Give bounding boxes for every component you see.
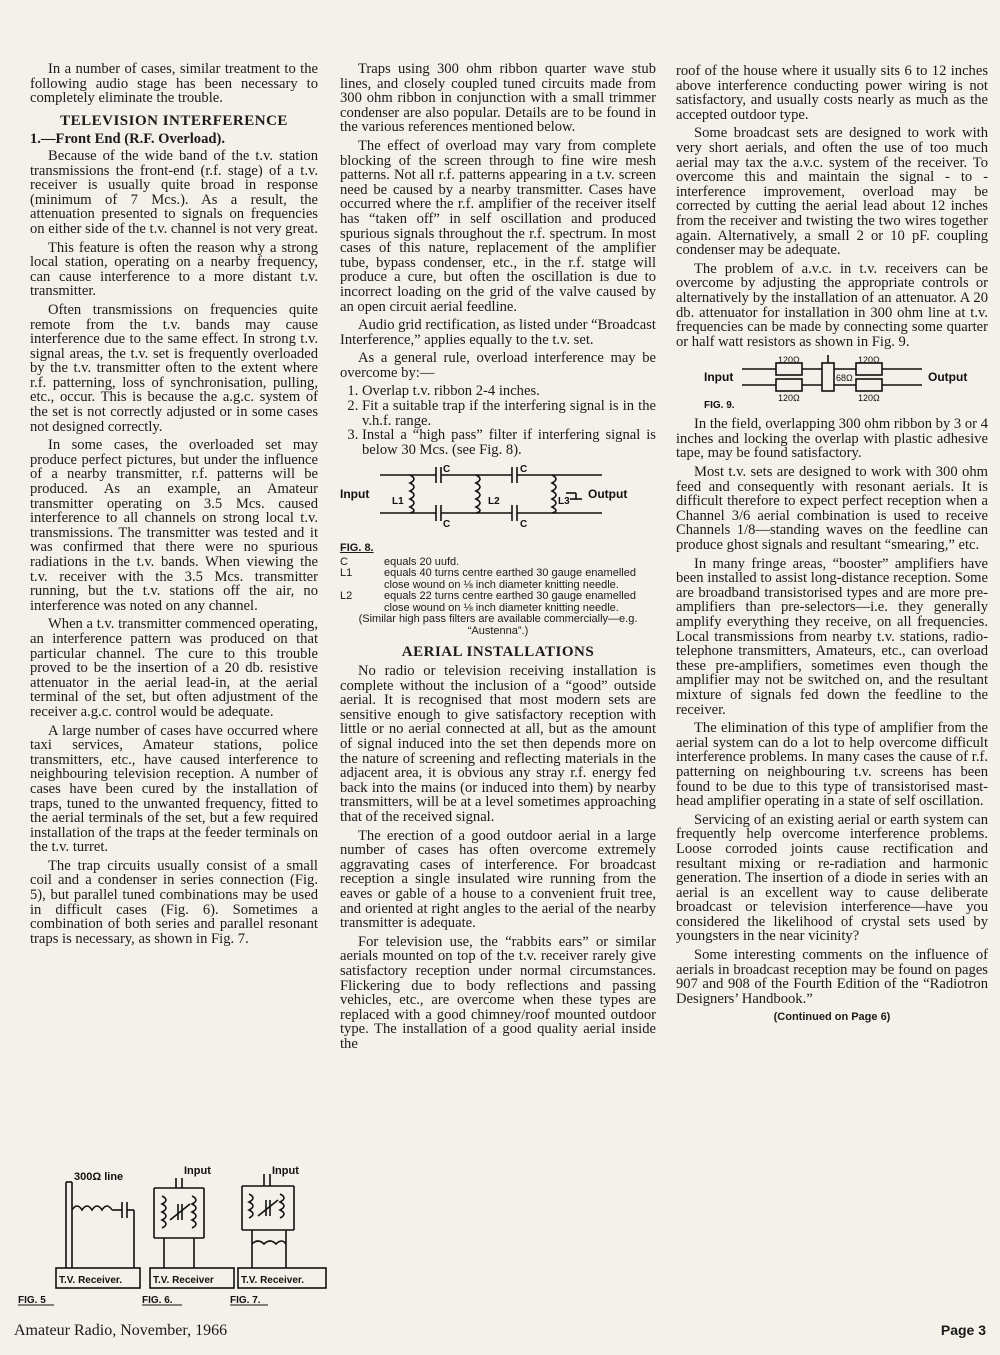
fig7-input-label: Input [272, 1165, 299, 1177]
fig8-input-label: Input [340, 487, 370, 502]
paragraph: A large number of cases have occurred where taxi services, Amateur stations, police transmitters, etc., have caused interference to neighbouring television reception. A number of cases have been cured by the installation of traps, tuned to the unwanted frequency, fitted to the aerial terminals of the set, but a few required installation of the traps at the feeder terminals on the t.v. turret. [30, 722, 318, 856]
fig8-c-label: C [443, 519, 451, 531]
fig8-spec-label: L1 [340, 567, 353, 580]
fig6-circuit [150, 1178, 234, 1288]
fig5-circuit [56, 1182, 140, 1288]
paragraph: Traps using 300 ohm ribbon quarter wave stub lines, and closely coupled tuned circuits made from 300 ohm ribbon in conjunction with a small trimmer condenser are also popular. Details are to be found in the various references mentioned below. [340, 61, 656, 136]
fig5-line-label: 300Ω line [74, 1171, 124, 1183]
paragraph: Because of the wide band of the t.v. station transmissions the front-end (r.f. stage) of a t.v. receiver is usually quite broad in response (minimum of 7 Mcs.). As a result, the attenuation presented to signals on frequencies on either side of the t.v. channel is not very great. [30, 147, 318, 237]
paragraph: In some cases, the overloaded set may produce perfect pictures, but under the influence of a nearby transmitter, r.f. patterns will be produced. As an example, an Amateur transmitter operating on 3.5 Mcs. caused interference to all channels on strong local t.v. transmissions. The transmitter was tested and it was confirmed that there were no spurious radiations in the t.v. bands. When viewing the t.v. receiver with the 3.5 Mcs. transmitter running, but the t.v. stations off the air, no interference was noted on any channel. [30, 437, 318, 614]
fig8-spec-text: equals 40 turns centre earthed 30 gauge enamelled close wound on ⅛ inch diameter knitting needle. [384, 567, 636, 591]
fig8-spec-text: equals 20 uufd. [384, 555, 460, 568]
fig8-c-label: C [520, 464, 528, 476]
paragraph: For television use, the “rabbits ears” or similar aerials mounted on top of the t.v. receiver rarely give satisfactory reception under normal circumstances. Flickering due to body reflections and passing vehicles, etc., are overcome when these types are replaced with a good chimney/roof mounted outdoor type. The installation of a good quality aerial inside the [340, 933, 656, 1052]
fig5-caption: FIG. 5 [18, 1295, 46, 1306]
paragraph: In the field, overlapping 300 ohm ribbon by 3 or 4 inches and locking the overlap with plastic adhesive tape, may be found satisfactory. [676, 416, 988, 462]
fig8-l1-label: L1 [392, 496, 404, 508]
continued-note: (Continued on Page 6) [773, 1011, 891, 1024]
fig7-circuit [238, 1174, 326, 1288]
column-3 [676, 64, 988, 1025]
list-item: 3. Instal a “high pass” filter if interfering signal is below 30 Mcs. (see Fig. 8). [362, 428, 656, 457]
paragraph: Most t.v. sets are designed to work with 300 ohm feed and consequently with resonant aerials. It is difficult therefore to expect perfect reception when a Channel 3/6 aerial combination is used to receive Channels 1/8—standing waves on the feedline can produce ghost signals and resultant “smearing,” etc. [676, 464, 988, 554]
fig6-input-label: Input [184, 1165, 211, 1177]
paragraph: roof of the house where it usually sits 6 to 12 inches above interference conducting power wiring is not satisfactory, and usually costs nearly as much as the accepted outdoor type. [676, 63, 988, 123]
paragraph: Some broadcast sets are designed to work with very short aerials, and often the use of too much aerial may tax the a.v.c. system of the receiver. To overcome this and maintain the signal - to - interference improvement, overload may be corrected by cutting the aerial lead about 12 inches from the receiver and twisting the two wires together again. Alternatively, a small 2 or 10 pF. coupling condenser may be adequate. [676, 125, 988, 259]
fig8-spec-text: equals 22 turns centre earthed 30 gauge enamelled close wound on ⅛ inch diameter knitting needle. [384, 590, 636, 614]
column-2 [340, 62, 656, 1055]
fig8-c-label: C [520, 519, 528, 531]
fig8-note: (Similar high pass filters are available commercially—e.g. “Austenna”.) [358, 613, 638, 637]
list-item: 1. Overlap t.v. ribbon 2-4 inches. [362, 384, 656, 399]
fig9-input-label: Input [704, 370, 734, 385]
fig9-resistor-label: 120Ω [858, 393, 880, 404]
paragraph: The trap circuits usually consist of a small coil and a condenser in series connection (Fig. 5), but parallel tuned combinations may be used in difficult cases (Fig. 6). Sometimes a combination of both series and parallel resonant traps is necessary, as shown in Fig. 7. [30, 857, 318, 947]
fig8-output-label: Output [588, 487, 628, 502]
section-heading-tv-interference: TELEVISION INTERFERENCE [60, 112, 288, 129]
paragraph: Often transmissions on frequencies quite remote from the t.v. bands may cause interference due to the same effect. In strong t.v. signal areas, the t.v. set is frequently overloaded by the t.v. transmitter often to the extent where r.f. patterning, loss of synchronisation, pulling, etc., occur. This is because the a.g.c. system of the set is not correctly adjusted or in some cases not designed correctly. [30, 301, 318, 435]
list-item: 2. Fit a suitable trap if the interfering signal is in the v.h.f. range. [362, 399, 656, 428]
fig8-spec-label: C [340, 555, 348, 568]
fig9-resistor-label: 120Ω [778, 393, 800, 404]
paragraph: The elimination of this type of amplifier from the aerial system can do a lot to help overcome difficult interference problems. In many cases the cause of r.f. patterning on neighbouring t.v. screens has been found to be due to this type of transistorised mast-head amplifier operating in a state of self oscillation. [676, 720, 988, 810]
fig8-c-label: C [443, 464, 451, 476]
fig9-output-label: Output [928, 370, 968, 385]
paragraph: Audio grid rectification, as listed under “Broadcast Interference,” applies equally to the t.v. set. [340, 317, 656, 348]
fig7-caption: FIG. 7. [230, 1295, 261, 1306]
paragraph: The erection of a good outdoor aerial in a large number of cases has often overcome extremely aggravating cases of interference. For broadcast reception a single insulated wire running from the eaves or gable of a house to a convenient fruit tree, and oriented at right angles to the aerial of the nearby transmitter is adequate. [340, 827, 656, 932]
fig8-caption-block [340, 543, 656, 637]
fig9-attenuator-diagram [676, 355, 976, 411]
paragraph: Some interesting comments on the influence of aerials in broadcast reception may be found on pages 907 and 908 of the Fourth Edition of the “Radiotron Designers’ Handbook.” [676, 947, 988, 1007]
fig9-caption: FIG. 9. [704, 400, 735, 412]
subheading-front-end: 1.—Front End (R.F. Overload). [30, 131, 225, 148]
fig8-spec-label: L2 [340, 590, 353, 603]
paragraph: No radio or television receiving installation is complete without the inclusion of a “good” outside aerial. It is recognised that most modern sets are sensitive enough to give satisfactory reception with little or no aerial connected at all, but as the amount of signal induced into the set then depends more on the nature of screening and reflecting materials in the adjacent area, it is obvious any stray r.f. energy fed back into the mains (or induced into them) by nearby transmitters, will be at a level sometimes approaching that of the received signal. [340, 663, 656, 825]
paragraph: The problem of a.v.c. in t.v. receivers can be overcome by adjusting the appropriate controls or alternatively by the installation of an attenuator. A 20 db. attenuator for installation in 300 ohm line at t.v. frequencies can be made by connecting some quarter or half watt resistors as shown in Fig. 9. [676, 260, 988, 350]
overload-remedies-list [340, 384, 656, 457]
column-1 [30, 62, 318, 950]
footer-page-number: Page 3 [940, 1322, 986, 1338]
fig8-l2-label: L2 [488, 496, 500, 508]
fig8-caption: FIG. 8. [340, 542, 374, 555]
fig6-caption: FIG. 6. [142, 1295, 173, 1306]
paragraph: In a number of cases, similar treatment to the following audio stage has been necessary to completely eliminate the trouble. [30, 61, 318, 107]
paragraph: The effect of overload may vary from complete blocking of the screen through to fine wire mesh patterns. Not all r.f. patterns appearing in a t.v. screen need be caused by a nearby transmitter. Cases have occurred where the r.f. amplifier of the receiver itself has “taken off” in self oscillation and produced spurious signals throughout the r.f. spectrum. In most cases of this nature, replacement of the amplifier tube, bypass condenser, etc., in the r.f. statge will produce a cure, but often the oscillation is due to incorrect loading on the grid of the valve caused by an open circuit aerial feedline. [340, 137, 656, 315]
figures-5-6-7-diagram [14, 1160, 332, 1308]
fig8-l3-label: L3 [558, 496, 570, 508]
paragraph: When a t.v. transmitter commenced operating, an interference pattern was produced on that particular channel. The cure to this trouble proved to be the insertion of a 20 db. resistive attenuator in the aerial lead-in, at the aerial terminal of the set, but often adjustment of the receiver a.g.c. control would be adequate. [30, 616, 318, 720]
fig5-receiver-label: T.V. Receiver. [59, 1275, 123, 1286]
section-heading-aerial-installations: AERIAL INSTALLATIONS [401, 644, 595, 661]
fig7-receiver-label: T.V. Receiver. [241, 1275, 305, 1286]
fig9-resistor-label: 120Ω [778, 355, 800, 366]
paragraph: In many fringe areas, “booster” amplifiers have been installed to assist long-distance reception. Some are broadband transistorised types and are more pre-amplifiers than pre-selectors—i.e. they generally amplify everything they receive, on all frequencies. Local transmissions from nearby t.v. stations, radio-telephone transmitters, Amateurs, etc., can overload these pre-amplifiers, sometimes even though the amplifier may not be switched on, and the resultant mixture of signals fed down the feedline to the receiver. [676, 555, 988, 718]
fig9-resistor-label: 120Ω [858, 355, 880, 366]
paragraph: This feature is often the reason why a strong local station, operating on a nearby frequency, can cause interference to a more distant t.v. transmitter. [30, 239, 318, 300]
fig6-receiver-label: T.V. Receiver [153, 1275, 214, 1286]
footer-publication: Amateur Radio, November, 1966 [14, 1322, 228, 1339]
fig8-high-pass-filter-diagram [340, 463, 640, 537]
fig9-resistor-label: 68Ω [836, 373, 853, 384]
paragraph: As a general rule, overload interference may be overcome by:— [340, 350, 656, 381]
paragraph: Servicing of an existing aerial or earth system can frequently help overcome interference problems. Loose corroded joints cause rectification and resultant mixing or re-radiation and harmonic generation. The insertion of a diode in series with an aerial is an excellent way to cause deliberate broadcast or television interference—have you considered the likelihood of crystal sets used by youngsters in the near vicinity? [676, 811, 988, 945]
